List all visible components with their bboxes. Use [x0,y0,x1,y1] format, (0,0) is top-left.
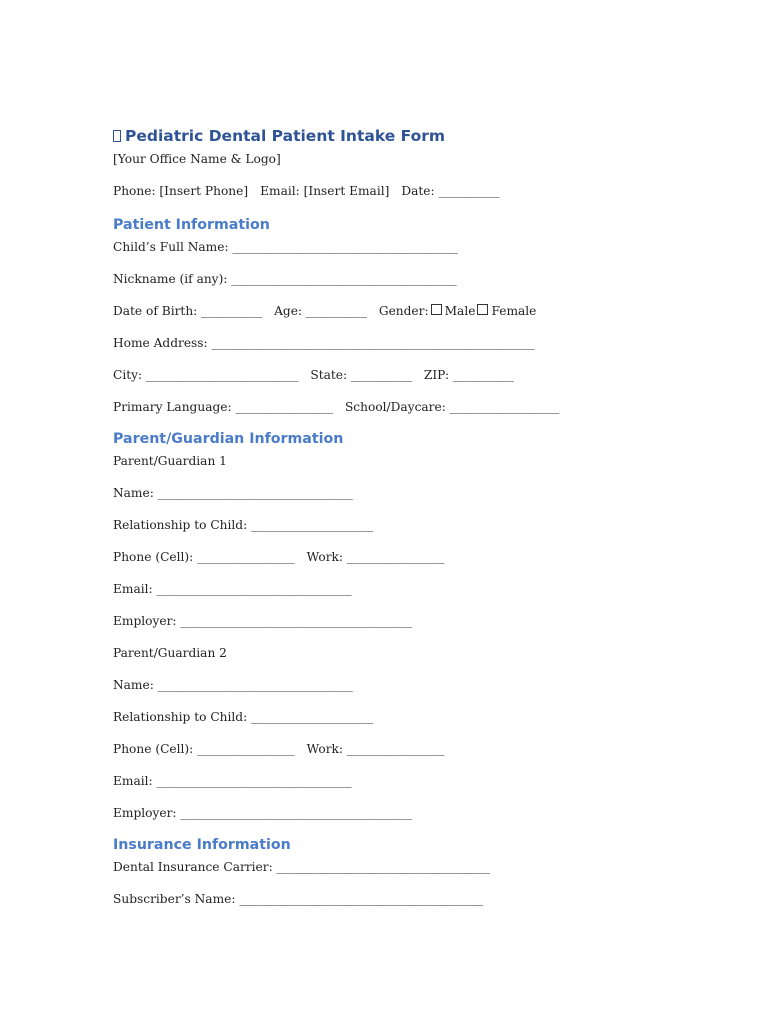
guardian-2-email-field[interactable]: Email: ________________________________ [113,774,352,788]
guardian-2-label-text: Parent/Guardian 2 [113,646,227,660]
guardian-2-label [113,642,673,674]
male-checkbox[interactable] [431,304,442,315]
guardian-1-cell-phone-field[interactable]: Phone (Cell): ________________ [113,550,295,564]
age-field[interactable]: Age: __________ [274,304,367,318]
city-field[interactable]: City: _________________________ [113,368,299,382]
guardian-1-employer-field[interactable]: Employer: ______________________________________ [113,614,412,628]
office-name-line [113,148,673,180]
form-title [113,124,673,148]
patient-information-heading: Patient Information [113,217,270,233]
tooth-icon [113,130,121,142]
insurance-information-heading: Insurance Information [113,837,291,853]
date-of-birth-field[interactable]: Date of Birth: __________ [113,304,263,318]
guardian-1-relationship-field[interactable]: Relationship to Child: ____________________ [113,518,373,532]
child-full-name-row [113,236,673,268]
guardian-1-label-text: Parent/Guardian 1 [113,454,227,468]
guardian-1-employer-row [113,610,673,642]
insurance-carrier-field[interactable]: Dental Insurance Carrier: ___________________________________ [113,860,490,874]
female-checkbox[interactable] [477,304,488,315]
guardian-2-cell-phone-field[interactable]: Phone (Cell): ________________ [113,742,295,756]
guardian-1-email-row [113,578,673,610]
form-title-text: Pediatric Dental Patient Intake Form [125,127,446,145]
guardian-1-email-field[interactable]: Email: ________________________________ [113,582,352,596]
guardian-2-employer-row [113,802,673,834]
guardian-information-heading: Parent/Guardian Information [113,431,344,447]
language-school-row [113,396,673,428]
city-state-zip-row [113,364,673,396]
guardian-2-employer-field[interactable]: Employer: ______________________________________ [113,806,412,820]
contact-line [113,180,673,214]
office-phone-field[interactable]: Phone: [Insert Phone] [113,184,249,198]
guardian-1-relationship-row [113,514,673,546]
guardian-2-email-row [113,770,673,802]
office-name: [Your Office Name & Logo] [113,152,281,166]
intake-form-document [113,124,673,920]
guardian-1-work-phone-field[interactable]: Work: ________________ [306,550,445,564]
subscriber-name-row [113,888,673,920]
child-full-name-field[interactable]: Child’s Full Name: _____________________________________ [113,240,458,254]
guardian-1-label [113,450,673,482]
nickname-row [113,268,673,300]
form-date-field[interactable]: Date: __________ [401,184,500,198]
male-label: Male [444,304,476,318]
subscriber-name-field[interactable]: Subscriber’s Name: ________________________________________ [113,892,484,906]
female-label: Female [491,304,537,318]
guardian-2-relationship-row [113,706,673,738]
guardian-1-phone-row [113,546,673,578]
insurance-carrier-row [113,856,673,888]
state-field[interactable]: State: __________ [310,368,412,382]
guardian-1-name-row [113,482,673,514]
home-address-row [113,332,673,364]
nickname-field[interactable]: Nickname (if any): _____________________________________ [113,272,457,286]
zip-field[interactable]: ZIP: __________ [423,368,514,382]
school-daycare-field[interactable]: School/Daycare: __________________ [344,400,560,414]
dob-age-gender-row [113,300,673,332]
home-address-field[interactable]: Home Address: _____________________________________________________ [113,336,535,350]
guardian-2-work-phone-field[interactable]: Work: ________________ [306,742,445,756]
gender-label: Gender: [378,304,429,318]
guardian-2-relationship-field[interactable]: Relationship to Child: ____________________ [113,710,373,724]
guardian-1-name-field[interactable]: Name: ________________________________ [113,486,353,500]
guardian-2-phone-row [113,738,673,770]
guardian-2-name-field[interactable]: Name: ________________________________ [113,678,353,692]
office-email-field[interactable]: Email: [Insert Email] [260,184,390,198]
primary-language-field[interactable]: Primary Language: ________________ [113,400,333,414]
guardian-2-name-row [113,674,673,706]
